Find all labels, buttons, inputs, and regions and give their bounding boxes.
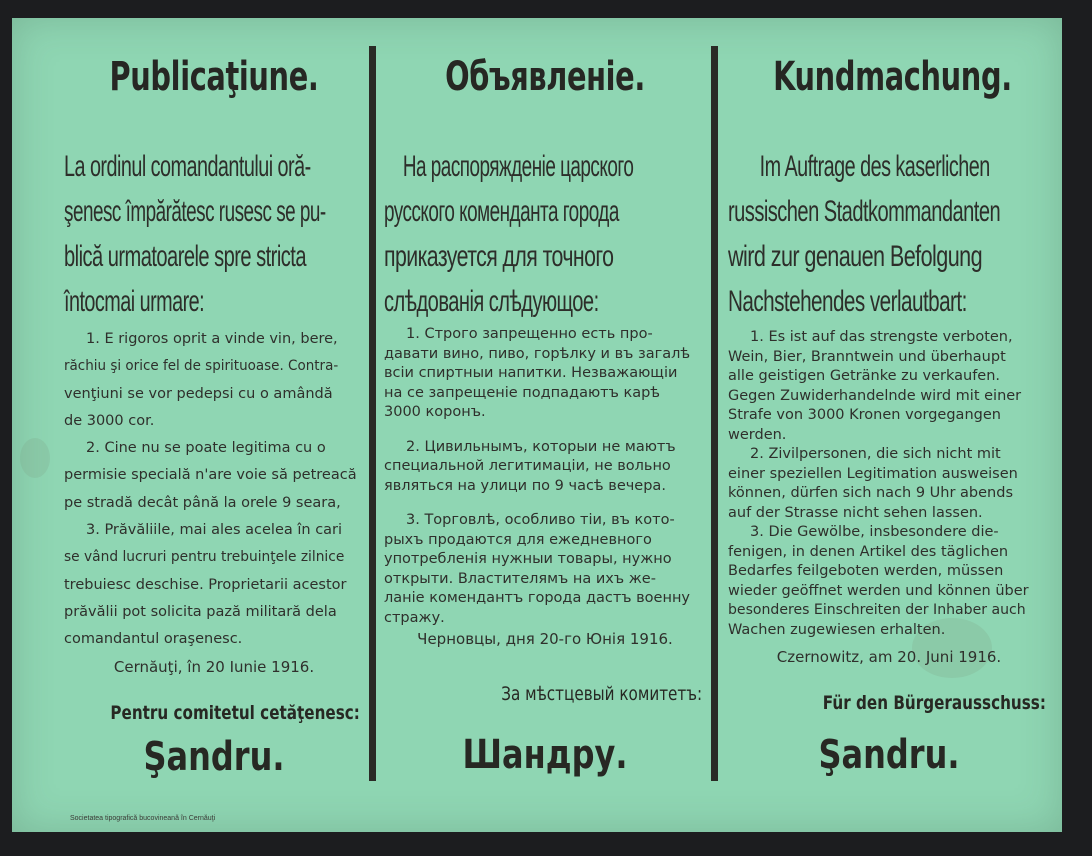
german-date: Czernowitz, am 20. Juni 1916. [776,648,1002,666]
body-line: 2. Cine nu se poate legitima cu o [86,440,326,457]
russian-column [384,18,706,808]
body-line: 1. E rigoros oprit a vinde vin, bere, [86,331,338,347]
body-line: на се запрещеніе подпадаютъ карѣ [384,384,661,401]
intro-line: приказуется для точного [384,240,614,273]
intro-line: blică urmatoarele spre stricta [64,240,306,273]
russian-committee: За мѣстцевый комитетъ: [501,683,702,705]
body-line: 1. Строго запрещенно есть про- [406,326,653,342]
body-line: răchiu şi orice fel de spirituoase. Contra- [64,358,339,375]
body-line: einer speziellen Legitimation ausweisen [728,465,1018,482]
body-line: употребленія нужныи товары, нужно [384,551,672,567]
body-line: werden. [728,426,787,443]
intro-line: întocmai urmare: [64,285,205,318]
intro-line: Im Auftrage des kaserlichen [759,150,990,183]
body-line: Strafe von 3000 Kronen vorgegangen [728,407,1001,423]
intro-line: şenesc împărătesc rusesc se pu- [64,195,326,228]
body-line: 3000 коронъ. [384,404,486,420]
german-body [728,328,1050,640]
body-line: alle geistigen Getränke zu verkaufen. [728,368,1001,384]
paper-stain [20,438,50,478]
romanian-committee: Pentru comitetul cetăţenesc: [110,702,360,724]
german-signature: Şandru. [818,732,960,778]
romanian-column [64,18,364,808]
body-line: 3. Торговлѣ, особливо тiи, въ кото- [406,512,675,528]
body-line: 1. Es ist auf das strengste verboten, [750,329,1013,345]
body-line: fenigen, in denen Artikel des täglichen [728,543,1009,560]
intro-line: Nachstehendes verlautbart: [728,285,967,318]
russian-date: Черновцы, дня 20-го Юнія 1916. [417,630,673,648]
body-line: auf der Strasse nicht sehen lassen. [728,504,983,521]
romanian-body [64,326,364,654]
intro-line: русского коменданта города [384,195,619,228]
intro-line: wird zur genauen Befolgung [728,240,983,273]
romanian-date: Cernăuţi, în 20 Iunie 1916. [113,658,315,676]
intro-line: russischen Stadtkommandanten [728,195,1001,228]
intro-line: На распоряжденіе царского [402,150,634,183]
body-line: являться на улици по 9 часѣ вечера. [384,477,666,494]
body-line: Wein, Bier, Branntwein und überhaupt [728,348,1006,365]
column-divider [369,46,376,781]
german-intro [728,144,1050,324]
column-divider [711,46,718,781]
intro-line: слѣдованія слѣдующое: [384,285,599,318]
romanian-title: Publicaţiune. [109,54,319,100]
german-committee: Für den Bürgerausschuss: [822,692,1046,714]
russian-title: Объявленіе. [445,54,645,100]
poster [12,18,1062,832]
russian-body [384,325,706,628]
body-line: comandantul oraşenesc. [64,631,243,648]
german-title: Kundmachung. [773,54,1012,100]
russian-intro [384,144,706,324]
body-line: стражу. [384,609,445,626]
body-line: рыхъ продаются для ежедневного [384,531,652,548]
body-line: pe stradă decât până la orele 9 seara, [64,494,341,511]
body-line: открыти. Властителямъ на ихъ же- [384,570,656,587]
body-line: 3. Die Gewölbe, insbesondere die- [750,524,999,540]
german-column [728,18,1050,808]
body-line: Bedarfes feilgeboten werden, müssen [728,563,1004,579]
body-line: prăvălii pot solicita pază militară dela [64,603,337,620]
body-line: können, dürfen sich nach 9 Uhr abends [728,485,1014,501]
body-line: de 3000 cor. [64,412,155,429]
body-line: всiи спиртныи напитки. Незважающiи [384,365,678,381]
body-line: venţiuni se vor pedepsi cu o amândă [64,385,333,402]
russian-signature: Шандру. [462,732,628,778]
body-line: 2. Цивильнымъ, которыи не маютъ [406,438,676,455]
body-line: besonderes Einschreiten der Inhaber auch [728,602,1026,618]
body-line: Wachen zugewiesen erhalten. [728,621,946,638]
body-line: давати вино, пиво, горѣлку и въ загалѣ [384,345,691,362]
intro-line: La ordinul comandantului oră- [64,150,311,183]
body-line: se vând lucruri pentru trebuinţele zilnice [64,549,345,566]
romanian-signature: Şandru. [143,734,285,780]
body-line: trebuiesc deschise. Proprietarii acestor [64,576,347,593]
printer-imprint: Societatea tipografică bucovineană în Cernăuţi [70,815,216,822]
body-line: 2. Zivilpersonen, die sich nicht mit [750,446,1001,462]
body-line: Gegen Zuwiderhandelnde wird mit einer [728,387,1022,404]
body-line: permisie specială n'are voie să petreacă [64,467,357,484]
body-line: 3. Prăvăliile, mai ales acelea în cari [86,522,343,539]
romanian-intro [64,144,364,324]
body-line: ланiе комендантъ города дастъ военну [384,590,691,606]
body-line: специальной легитимацiи, не вольно [384,458,671,474]
body-line: wieder geöffnet werden und können über [728,582,1029,599]
